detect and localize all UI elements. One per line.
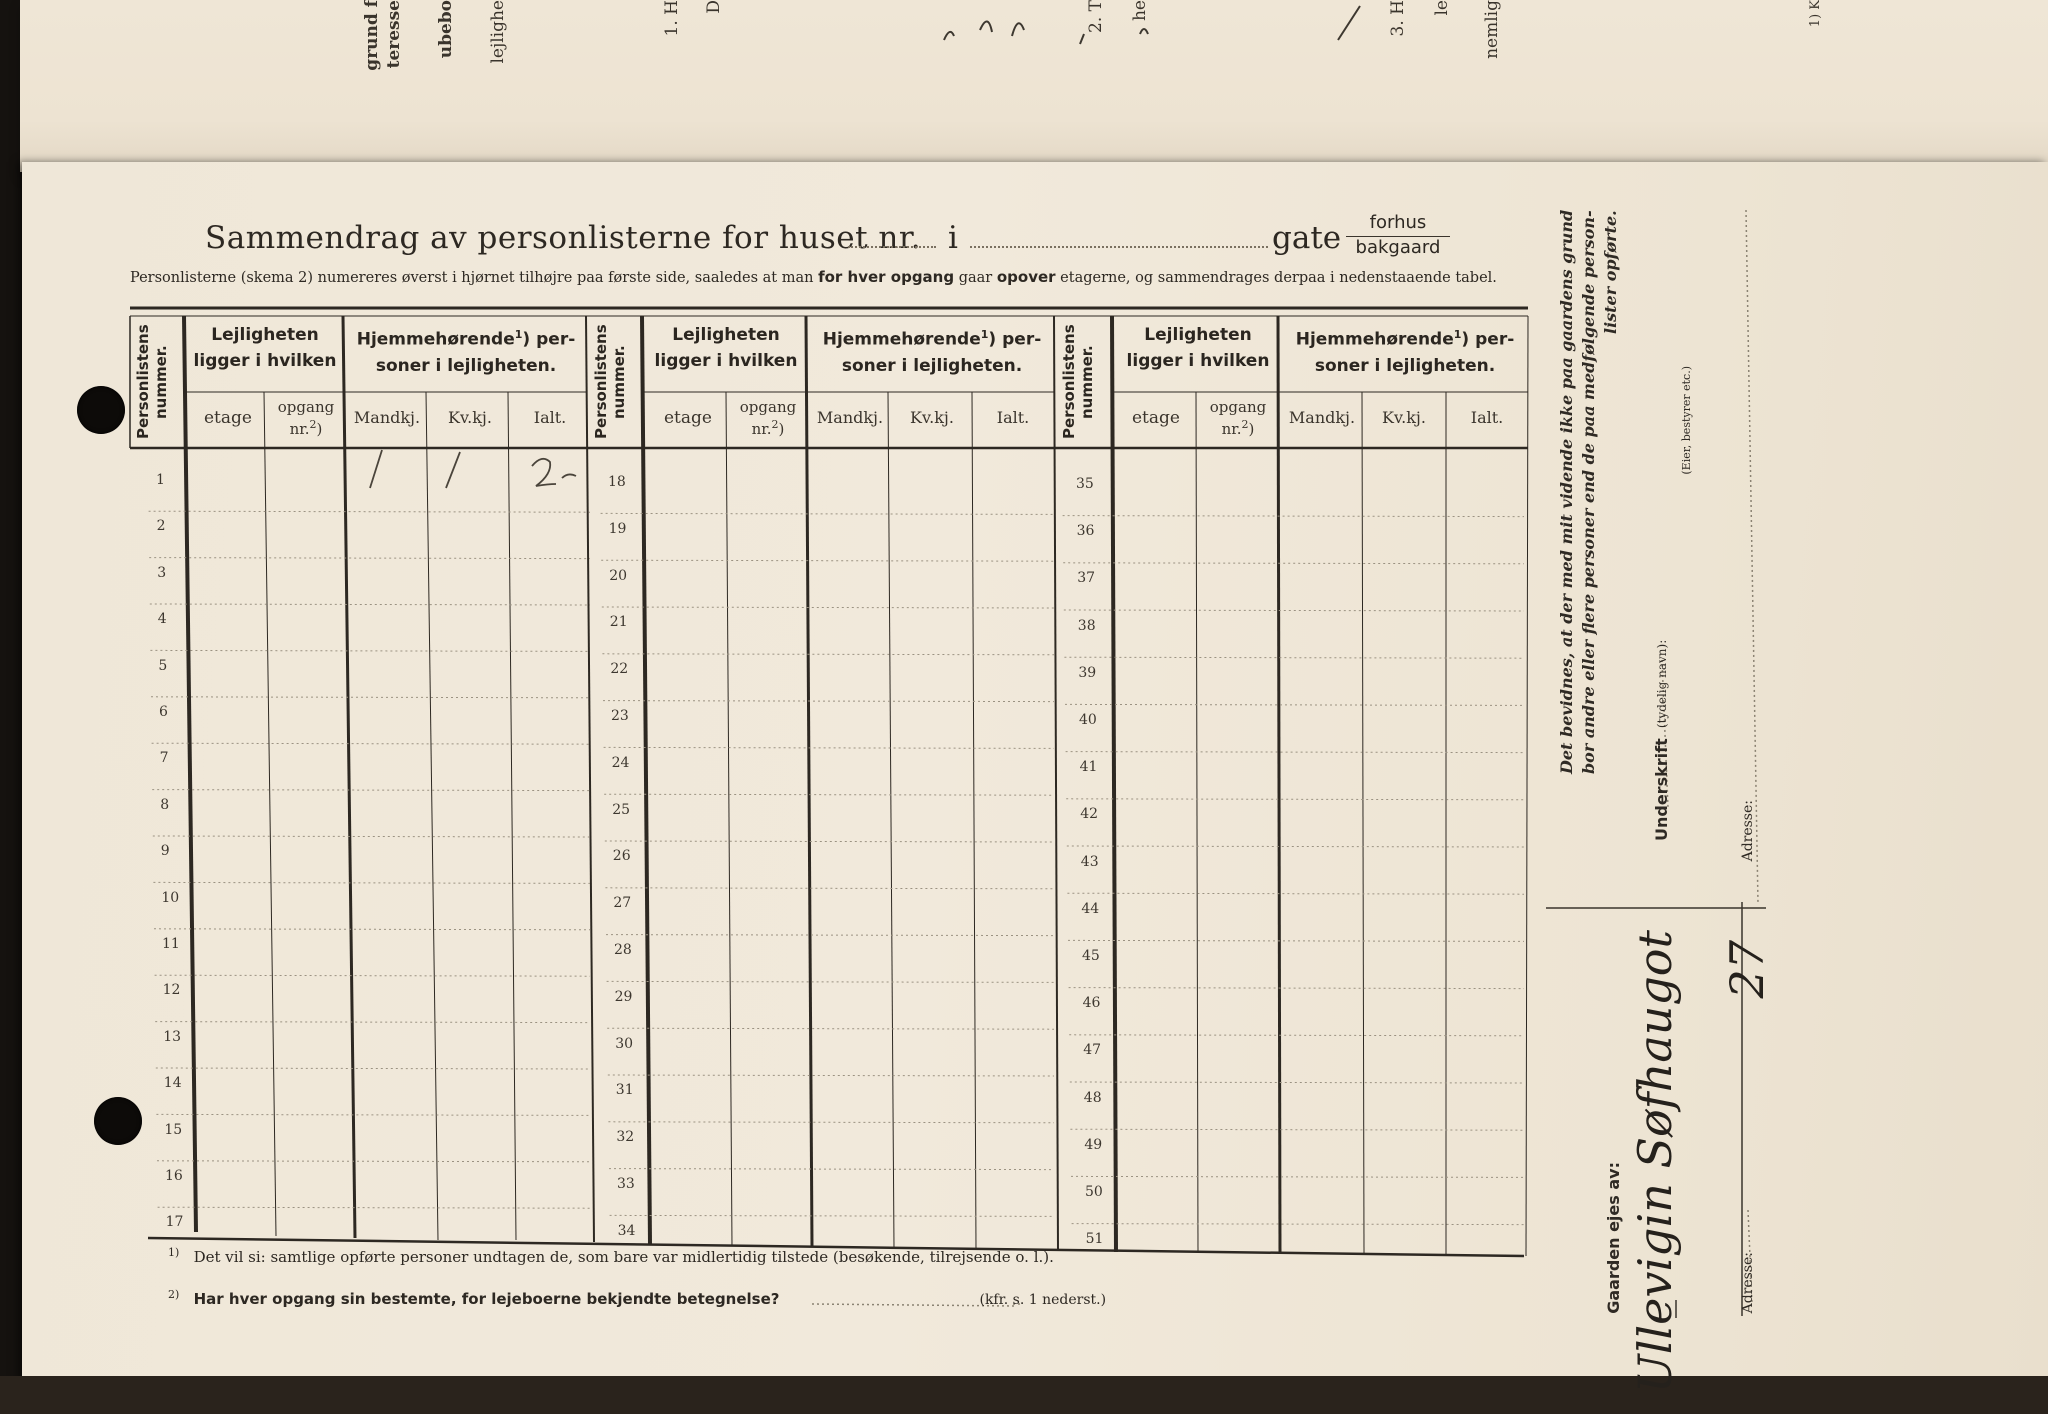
row-number: 14 [163,1075,182,1092]
footnote-2: $^{2)}$ Har hver opgang sin bestemte, for lejeboerne bekjendte betegnelse? (kfr. s. 1 nederst.) [168,1288,1107,1308]
row-number: 1 [156,472,165,488]
row-number: 10 [161,889,180,906]
row-number: 6 [159,704,168,720]
row-number: 28 [614,942,632,958]
row-number: 7 [159,750,169,767]
row-number: 33 [617,1176,635,1192]
row-line [152,743,590,744]
row-line [1072,1224,1524,1225]
header-personlistens: Personlistens nummer. [592,324,628,440]
back-fragment: 1) K [1808,0,1823,28]
back-fragment: ubebo [436,0,456,59]
row-line [609,1169,1054,1170]
signature-field[interactable] [1654,600,1670,640]
sub-mandkj: Mandkj. [1288,408,1356,427]
footnote-1: $^{1)}$ Det vil si: samtlige opførte personer undtagen de, som bare var midlertidig tilstede (besøkende, tilrejsende o. l.). [168,1246,1054,1266]
row-number: 42 [1080,806,1099,823]
row-number: 49 [1084,1136,1103,1153]
row-line [1063,516,1524,517]
row1-handwriting [370,450,576,488]
row-number: 43 [1080,853,1099,870]
row-number: 38 [1077,617,1096,634]
row-number: 17 [165,1214,184,1231]
sub-ialt: Ialt. [1470,408,1504,427]
row-number: 20 [609,567,628,584]
row-number: 12 [162,982,181,999]
row-number: 3 [157,564,167,581]
row-line [602,607,1054,608]
row-number: 18 [608,474,626,490]
row-line [604,747,1054,748]
row-line [149,511,590,512]
header-personlistens: Personlistens nummer. [1060,324,1096,440]
sub-kvkj: Kv.kj. [1382,408,1426,427]
row-number: 4 [157,611,167,628]
row-line [608,1075,1054,1076]
sub-etage: etage [204,408,252,428]
sub-ialt: Ialt. [533,408,567,427]
sub-mandkj: Mandkj. [353,408,421,427]
instructions: Personlisterne (skema 2) numereres øverst i hjørnet tilhøjre paa første side, saaledes at man for hver opgang gaar opover etagerne, og sammendrages derpaa i nedenstaaende tabel. [130,268,1497,286]
row-line [1063,563,1524,564]
row-line [607,981,1054,982]
header-hjemmehorende: Hjemmehørende$^1$) per- soner i lejligheten. [822,328,1042,376]
title-i: i [948,220,958,256]
row-number: 46 [1082,995,1101,1012]
row-number: 11 [162,936,180,952]
row-line [1064,657,1524,658]
sub-kvkj: Kv.kj. [910,408,954,427]
row-number: 9 [160,843,170,860]
row-number: 41 [1079,759,1098,776]
row-line [1066,752,1524,753]
row-line [605,841,1054,842]
row-number: 39 [1078,664,1097,681]
row-line [1071,1176,1524,1177]
row-number: 25 [612,801,631,818]
adresse-label-2: Adresse: [1740,1252,1756,1314]
row-number: 23 [611,708,629,724]
header-hjemmehorende: Hjemmehørende$^1$) per- soner i lejligheten. [356,328,576,376]
row-line [1064,610,1524,611]
row-line [157,1161,590,1162]
row-line [1069,1035,1524,1036]
sub-opgang: opgang nr.$^2$) [277,398,335,438]
forhus-option[interactable]: forhus [1369,212,1427,233]
back-fragment: 2. T [1086,0,1106,33]
header-lejligheten: Lejligheten ligger i hvilken [1126,325,1270,371]
row-line [1070,1082,1524,1083]
header-personlistens: Personlistens nummer. [134,324,170,440]
row1-ialt-value [540,458,546,469]
back-fragment: he [1130,0,1150,22]
row-line [1067,893,1524,894]
row-line [1065,704,1524,705]
row-number: 26 [612,848,631,865]
form-title: Sammendrag av personlisterne for huset nr. [205,220,922,256]
sub-etage: etage [664,408,712,428]
header-hjemmehorende: Hjemmehørende$^1$) per- soner i lejligheten. [1295,328,1515,376]
row-line [152,790,590,791]
row-number: 47 [1083,1042,1102,1059]
row-number: 40 [1079,712,1097,728]
row-line [150,604,590,605]
certification-text: Det bevidnes, at der med mit vidende ikke paa gaardens grund bor andre eller flere personer end de paa medfølgende person- lister opførte. [1557,210,1620,775]
row-number: 27 [613,895,632,912]
row-line [605,888,1054,889]
row-line [608,1122,1054,1123]
row-number: 5 [158,657,168,674]
owner-handwriting: Ullevigin Søfhaugot [1628,930,1682,1394]
row-line [155,975,590,976]
sub-mandkj: Mandkj. [816,408,884,427]
sub-ialt: Ialt. [996,408,1030,427]
back-fragment: nemlig [1482,0,1502,59]
row-line [1070,1129,1524,1130]
row-line [601,560,1054,561]
row-number: 45 [1082,948,1100,964]
row-line [1068,940,1524,941]
row-number: 36 [1076,523,1095,540]
row-number: 34 [617,1222,636,1239]
row-line [153,836,590,837]
row-line [604,794,1054,795]
back-fragment: lejlighe [488,0,508,64]
row-number: 50 [1085,1184,1103,1200]
row-line [149,558,590,559]
row-number: 16 [165,1168,183,1184]
row-number: 30 [615,1035,634,1052]
row-line [156,1114,590,1115]
row-number: 8 [160,796,170,813]
gaarden-label: Gaarden ejes av: [1604,1162,1623,1314]
row-line [610,1215,1054,1216]
sub-kvkj: Kv.kj. [448,408,492,427]
title-gate: gate [1272,220,1342,256]
row-line [155,1022,590,1023]
row-number: 29 [614,988,633,1005]
row-line [153,882,590,883]
row-line [1069,988,1524,989]
row-line [602,654,1054,655]
row-line [603,701,1054,702]
row-number: 35 [1076,476,1094,492]
back-fragment: 1. H [662,0,682,37]
row-line [1066,799,1524,800]
row-number: 24 [611,754,630,771]
row-line [154,929,590,930]
eier-hint: (Eier, bestyrer etc.) [1680,366,1693,475]
sub-opgang: opgang nr.$^2$) [739,398,797,438]
row-line [150,650,590,651]
row-line [601,513,1054,514]
house-number-handwriting: 27 [1720,940,1774,999]
underskrift-label: Underskrift (tydelig navn): [1652,640,1671,842]
row-line [151,697,590,698]
row-number: 2 [156,518,166,535]
row-line [156,1068,590,1069]
row-number: 51 [1085,1231,1104,1248]
adresse-label: Adresse: [1740,800,1756,862]
row-number: 19 [608,520,627,537]
sub-etage: etage [1132,408,1180,428]
back-fragment: le [1432,0,1452,16]
sub-opgang: opgang nr.$^2$) [1209,398,1267,438]
row-number: 13 [163,1028,182,1045]
back-fragment: 3. H [1388,0,1408,37]
bakgaard-option[interactable]: bakgaard [1346,236,1450,258]
row-number: 31 [615,1082,634,1099]
row-number: 22 [610,661,629,678]
row-line [606,935,1054,936]
row-number: 15 [164,1121,183,1138]
row-line [1067,846,1524,847]
row-number: 48 [1083,1089,1102,1106]
row-line [607,1028,1054,1029]
back-fragment: grund f [362,0,382,71]
back-fragment: D [704,0,724,14]
back-fragment: teresse [384,0,404,69]
row1-kvkj-value [470,458,476,469]
row-number: 44 [1081,900,1100,917]
row-line [158,1207,590,1208]
row-number: 32 [616,1129,635,1146]
row-number: 37 [1077,570,1096,587]
row-number: 21 [609,614,628,631]
header-lejligheten: Lejligheten ligger i hvilken [654,325,798,371]
header-lejligheten: Lejligheten ligger i hvilken [193,325,337,371]
row1-mandkj-value [392,458,398,469]
